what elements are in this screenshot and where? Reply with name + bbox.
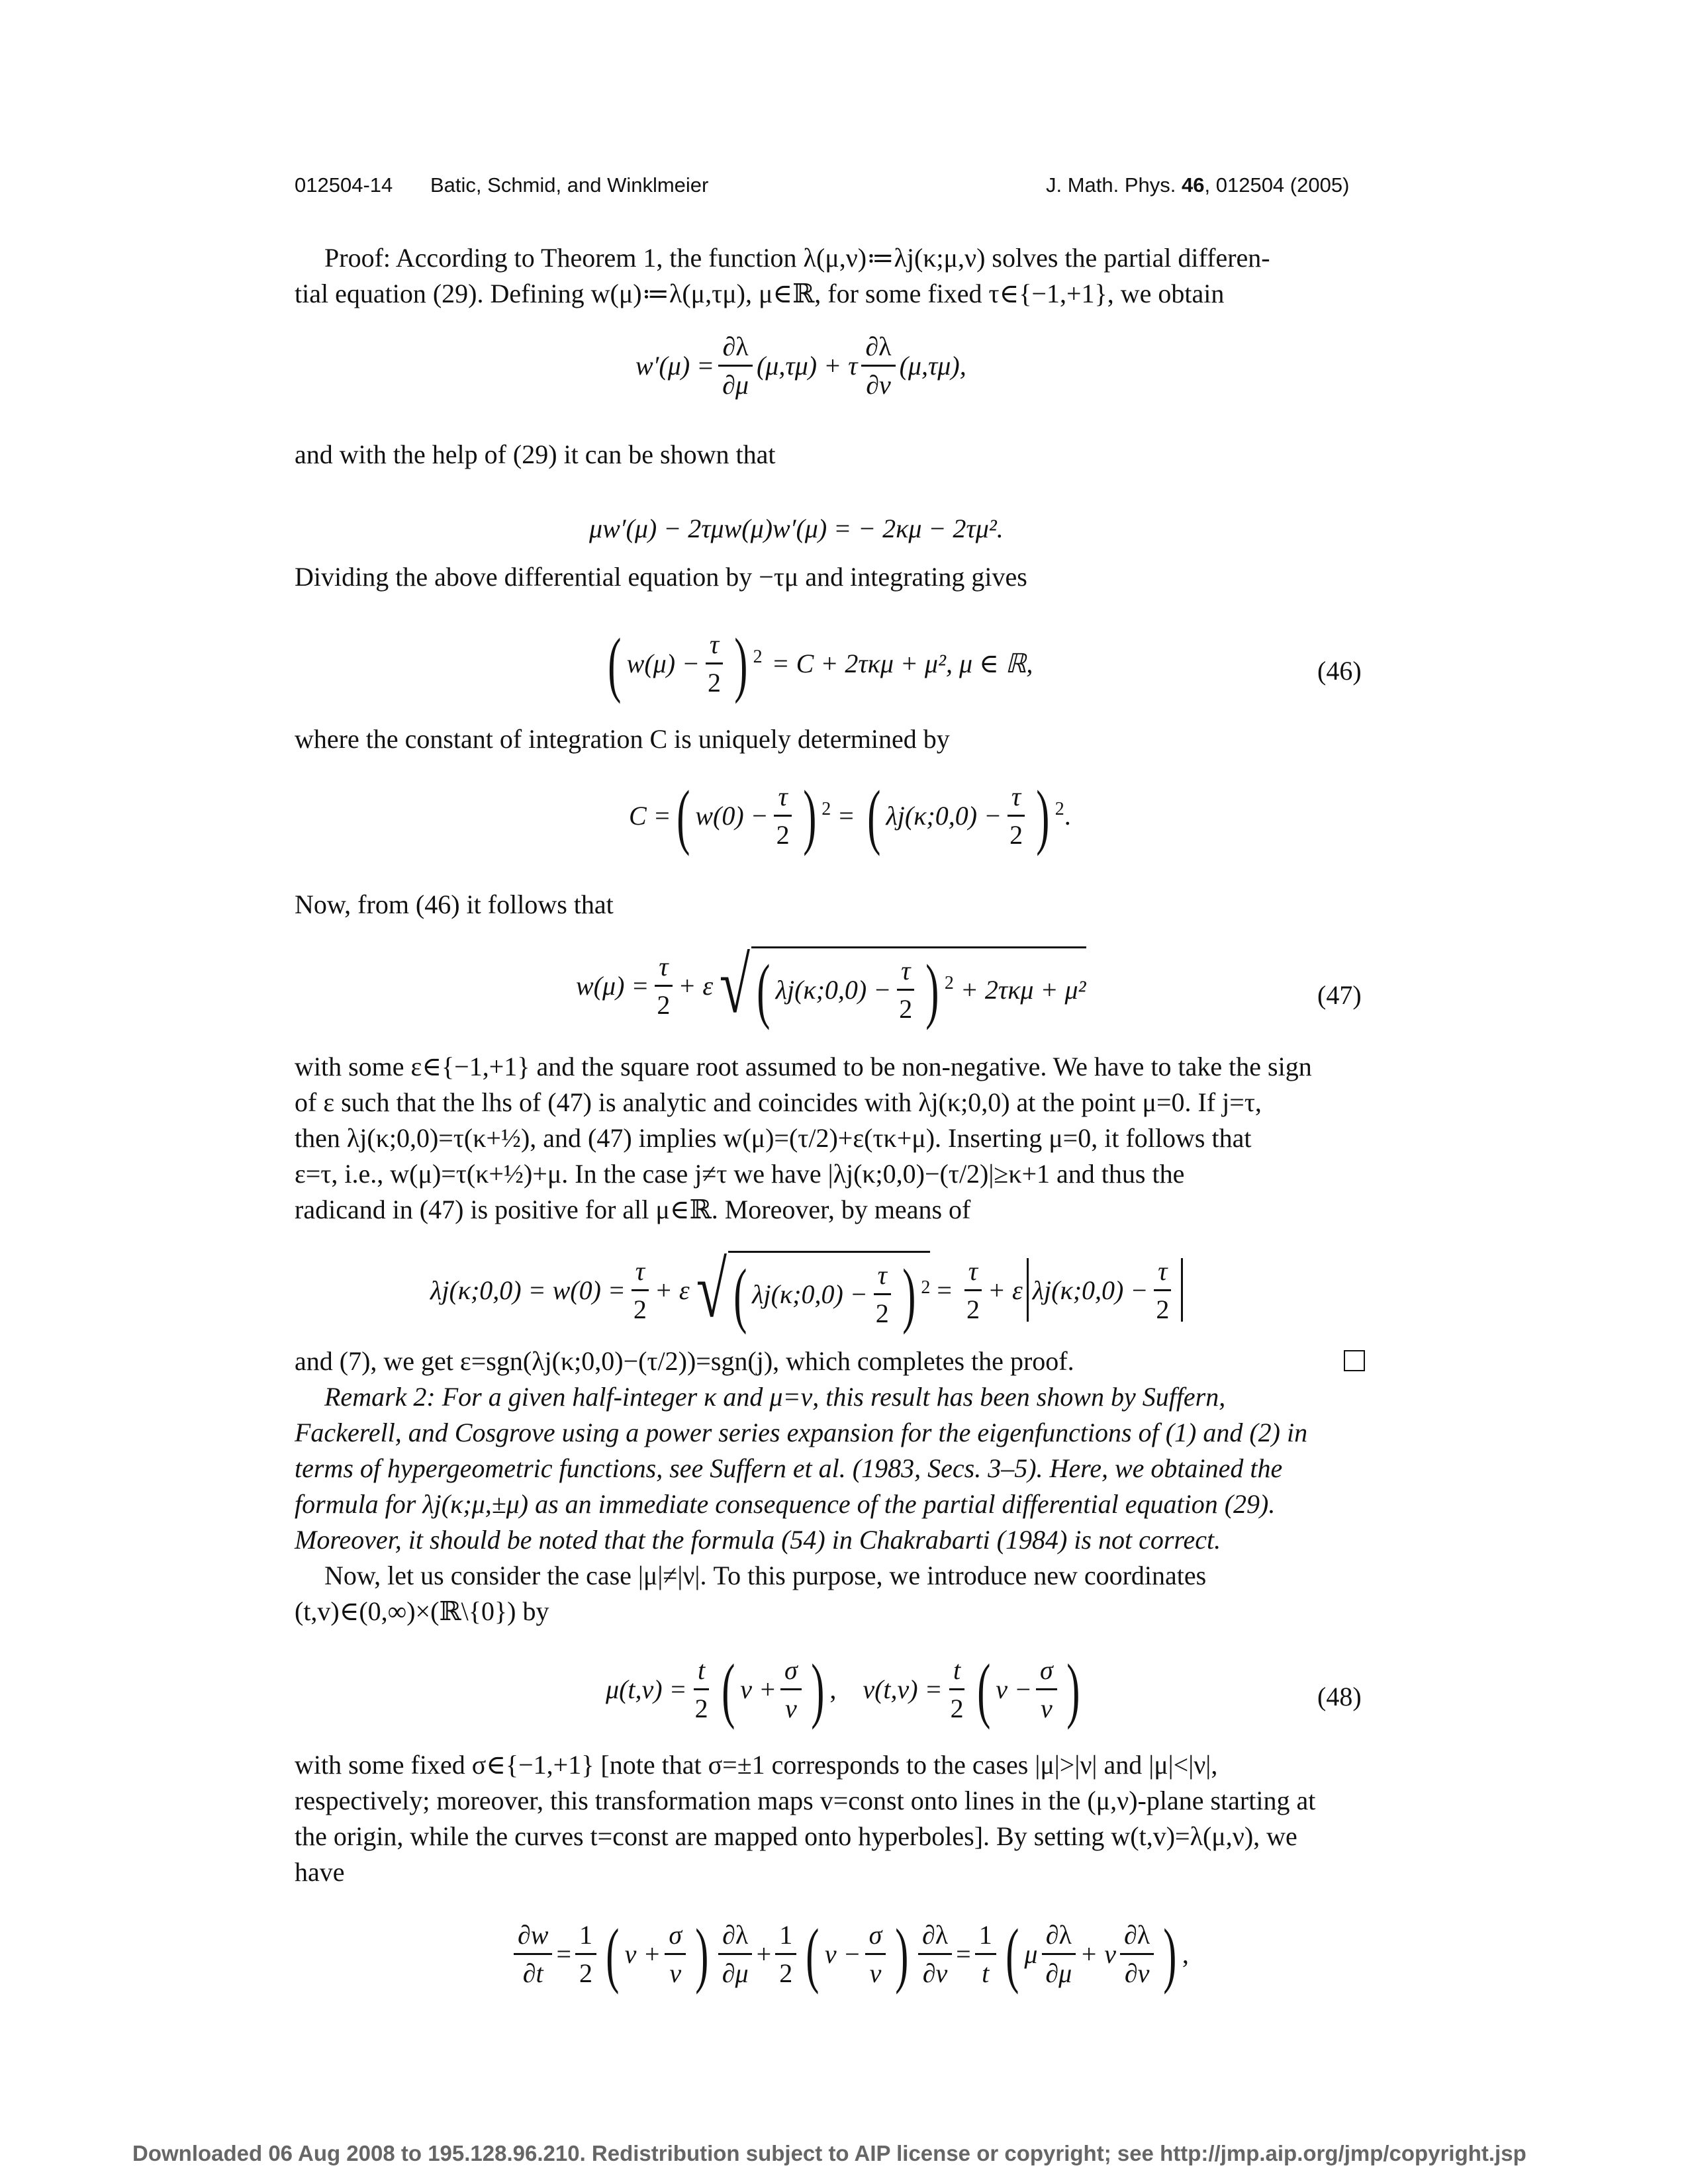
- paragraph-eps-line4: ε=τ, i.e., w(μ)=τ(κ+½)+μ. In the case j≠τ we have |λj(κ;0,0)−(τ/2)|≥κ+1 and thus the: [295, 1159, 1185, 1189]
- fraction-tau-2: [1006, 781, 1027, 850]
- numerator: τ: [655, 951, 672, 987]
- remark-line2: Fackerell, and Cosgrove using a power series expansion for the eigenfunctions of (1) and (2) in: [295, 1418, 1308, 1447]
- numerator: τ: [897, 955, 914, 991]
- download-footer: Downloaded 06 Aug 2008 to 195.128.96.210. Redistribution subject to AIP license or copyright; see http://jmp.aip.org/jmp/copyright.jsp: [132, 2141, 1526, 2165]
- eq47-lhs: w(μ) =: [576, 970, 649, 1001]
- numerator: t: [949, 1655, 964, 1690]
- eql-eps2: + ε: [987, 1275, 1023, 1305]
- eq-wprime-mid: (μ,τμ) + τ: [756, 351, 858, 381]
- equation-wprime: [635, 331, 966, 400]
- paren-close: ): [895, 1913, 909, 1995]
- paren-open: (: [721, 1649, 735, 1730]
- fraction-tau-2: [653, 951, 674, 1021]
- numerator: 1: [775, 1919, 796, 1955]
- paren-close: ): [802, 775, 817, 856]
- denominator: 2: [1156, 1294, 1170, 1324]
- paren-open: (: [606, 1913, 620, 1995]
- paren-close: ): [695, 1913, 709, 1995]
- numerator: t: [694, 1655, 709, 1690]
- paragraph-eps-line5: radicand in (47) is positive for all μ∈ℝ. Moreover, by means of: [295, 1195, 971, 1224]
- eql-eps: + ε: [654, 1275, 690, 1305]
- denominator: 2: [966, 1294, 980, 1324]
- paren-close: ): [1163, 1913, 1177, 1995]
- denominator: v: [1040, 1694, 1053, 1723]
- paragraph-proof-line2: tial equation (29). Defining w(μ)≔λ(μ,τμ), μ∈ℝ, for some fixed τ∈{−1,+1}, we obtain: [295, 279, 1225, 308]
- denominator: ∂ν: [1124, 1958, 1150, 1988]
- fraction-dlambda-dmu: [1041, 1919, 1076, 1989]
- numerator: τ: [874, 1259, 891, 1295]
- denominator: 2: [776, 820, 790, 850]
- numerator: σ: [665, 1919, 686, 1955]
- equation-46: [602, 623, 1033, 704]
- denominator: 2: [694, 1694, 708, 1723]
- paren-close: ): [810, 1649, 825, 1730]
- equation-number-47: (47): [1317, 980, 1362, 1010]
- abs-bar-right: [1181, 1258, 1183, 1322]
- paragraph-help29: and with the help of (29) it can be shown that: [295, 439, 776, 469]
- denominator: 2: [708, 668, 722, 698]
- denominator: ∂μ: [722, 1958, 749, 1988]
- journal-article: , 012504 (2005): [1204, 173, 1350, 197]
- eq48-vminus: v −: [996, 1674, 1032, 1704]
- exponent-2: 2: [1055, 798, 1064, 819]
- abs-bar-left: [1027, 1258, 1029, 1322]
- qed-square-icon: [1344, 1350, 1365, 1371]
- eql-lambda2: λj(κ;0,0) −: [1032, 1275, 1149, 1305]
- equation-dwdt: [510, 1913, 1189, 1995]
- radical-sign-icon: √: [696, 1246, 727, 1334]
- equation-number-48: (48): [1317, 1682, 1362, 1711]
- numerator: ∂λ: [861, 331, 895, 367]
- paragraph-sigma-line1: with some fixed σ∈{−1,+1} [note that σ=±1 corresponds to the cases |μ|>|ν| and |μ|<|ν|,: [295, 1750, 1218, 1780]
- v-plus: v +: [624, 1939, 661, 1969]
- fraction-1-t: [975, 1919, 996, 1989]
- remark-line4: formula for λj(κ;μ,±μ) as an immediate consequence of the partial differential equation (29).: [295, 1489, 1276, 1519]
- denominator: v: [669, 1958, 682, 1988]
- eq47-lambda: λj(κ;0,0) −: [775, 975, 892, 1005]
- denominator: ∂μ: [722, 370, 749, 400]
- paren-close: ): [925, 949, 939, 1030]
- paragraph-completes-proof: and (7), we get ε=sgn(λj(κ;0,0)−(τ/2))=sgn(j), which completes the proof.: [295, 1346, 1074, 1376]
- paragraph-case-line1: Now, let us consider the case |μ|≠|ν|. To this purpose, we introduce new coordinates: [324, 1561, 1207, 1590]
- paragraph-eps-line1: with some ε∈{−1,+1} and the square root assumed to be non-negative. We have to take the sign: [295, 1052, 1312, 1081]
- journal-volume: 46: [1182, 173, 1205, 197]
- paren-close: ): [734, 623, 748, 704]
- paragraph-now-from-46: Now, from (46) it follows that: [295, 889, 614, 919]
- paren-close: ): [1066, 1649, 1080, 1730]
- fraction-tau-2: [1152, 1255, 1173, 1325]
- fraction-tau-2: [962, 1255, 984, 1325]
- numerator: ∂λ: [1042, 1919, 1076, 1955]
- eql-lambda: λj(κ;0,0) −: [752, 1279, 868, 1309]
- eq48-nu: ν(t,v) =: [863, 1674, 943, 1704]
- equation-constant-c: C = ( w(0) − $\frac{\tau}{2}$ ) 2 = ( λj(κ;0,0) − $\frac{\tau}{2}$ ) 2 .: [629, 775, 1071, 856]
- denominator: 2: [657, 989, 671, 1020]
- numerator: ∂λ: [1120, 1919, 1154, 1955]
- exponent-2: 2: [753, 646, 763, 667]
- eq46-wmu: w(μ) −: [626, 649, 700, 678]
- fraction-tau-2: [773, 781, 794, 850]
- eql-equals: =: [937, 1275, 952, 1305]
- paragraph-sigma-line3: the origin, while the curves t=const are mapped onto hyperboles]. By setting w(t,v)=λ(μ,ν), we: [295, 1821, 1297, 1851]
- equals: =: [956, 1939, 971, 1969]
- eqc-w0: w(0) −: [695, 801, 769, 831]
- denominator: ∂ν: [922, 1958, 948, 1988]
- eq47-rest: + 2τκμ + μ²: [960, 975, 1086, 1005]
- eq46-rhs: = C + 2τκμ + μ², μ ∈ ℝ,: [771, 649, 1033, 678]
- eqc-lambda: λj(κ;0,0) −: [886, 801, 1002, 831]
- numerator: τ: [774, 781, 791, 817]
- remark-line5: Moreover, it should be noted that the formula (54) in Chakrabarti (1984) is not correct.: [295, 1525, 1221, 1555]
- fraction-tau-2: [895, 955, 916, 1024]
- numerator: 1: [575, 1919, 596, 1955]
- paren-open: (: [1005, 1913, 1019, 1995]
- eq48-mu: μ(t,v) =: [606, 1674, 687, 1704]
- comma: ,: [1182, 1939, 1189, 1969]
- paren-open: (: [806, 1913, 820, 1995]
- paren-close: ): [902, 1253, 916, 1335]
- denominator: 2: [899, 994, 913, 1024]
- numerator: σ: [780, 1655, 802, 1690]
- fraction-dlambda-dnu: [1120, 1919, 1154, 1989]
- denominator: t: [982, 1958, 990, 1988]
- denominator: 2: [950, 1694, 964, 1723]
- eq48-vplus: v +: [740, 1674, 776, 1704]
- exponent-2: 2: [821, 798, 831, 819]
- numerator: ∂λ: [718, 1919, 752, 1955]
- equation-47: [576, 941, 1086, 1030]
- fraction-1-2: [775, 1919, 796, 1989]
- fraction-sigma-v: [865, 1919, 886, 1989]
- square-root: [713, 941, 1086, 1030]
- equation-lambda-sign: [430, 1246, 1187, 1335]
- running-authors: Batic, Schmid, and Winklmeier: [430, 173, 709, 197]
- paragraph-eps-line3: then λj(κ;0,0)=τ(κ+½), and (47) implies w(μ)=(τ/2)+ε(τκ+μ). Inserting μ=0, it follows that: [295, 1123, 1252, 1153]
- mu: μ: [1024, 1939, 1038, 1969]
- fraction-t-2: [691, 1655, 712, 1724]
- numerator: τ: [964, 1255, 982, 1291]
- fraction-tau-2: [704, 629, 725, 698]
- denominator: 2: [1009, 820, 1023, 850]
- paragraph-dividing: Dividing the above differential equation by −τμ and integrating gives: [295, 562, 1027, 592]
- denominator: 2: [875, 1298, 889, 1328]
- paren-open: (: [608, 623, 622, 704]
- eql-lhs: λj(κ;0,0) = w(0) =: [430, 1275, 626, 1305]
- paren-close: ): [1036, 775, 1050, 856]
- denominator: ∂μ: [1045, 1958, 1072, 1988]
- numerator: σ: [1036, 1655, 1057, 1690]
- radical-sign-icon: √: [720, 941, 751, 1029]
- eq-wprime-lhs: w′(μ) =: [635, 351, 715, 381]
- paren-open: (: [867, 775, 881, 856]
- paragraph-sigma-line4: have: [295, 1857, 345, 1887]
- eq47-eps: + ε: [678, 970, 714, 1001]
- paren-open: (: [757, 949, 771, 1030]
- equals: =: [556, 1939, 572, 1969]
- fraction-dlambda-dmu: [718, 1919, 753, 1989]
- paragraph-constant: where the constant of integration C is uniquely determined by: [295, 724, 950, 754]
- denominator: v: [869, 1958, 882, 1988]
- eq-wprime-end: (μ,τμ),: [899, 351, 966, 381]
- paragraph-proof-line1: Proof: According to Theorem 1, the function λ(μ,ν)≔λj(κ;μ,ν) solves the partial differen-: [324, 243, 1270, 273]
- fraction-tau-2: [630, 1255, 651, 1325]
- fraction-sigma-v: [780, 1655, 802, 1724]
- numerator: τ: [632, 1255, 649, 1291]
- equation-number-46: (46): [1317, 656, 1362, 686]
- denominator: ∂t: [522, 1958, 543, 1988]
- fraction-dlambda-dnu: [861, 331, 895, 400]
- paren-open: (: [676, 775, 690, 856]
- journal-name: J. Math. Phys.: [1046, 173, 1182, 197]
- denominator: 2: [779, 1958, 793, 1988]
- numerator: ∂λ: [718, 331, 752, 367]
- fraction-sigma-v: [1036, 1655, 1057, 1724]
- exponent-2: 2: [944, 972, 954, 993]
- paren-open: (: [976, 1649, 991, 1730]
- fraction-dlambda-dmu: [718, 331, 753, 400]
- remark-line3: terms of hypergeometric functions, see Suffern et al. (1983, Secs. 3–5). Here, we obtained the: [295, 1453, 1283, 1483]
- denominator: 2: [579, 1958, 593, 1988]
- fraction-tau-2: [872, 1259, 893, 1329]
- equation-ode: μw′(μ) − 2τμw(μ)w′(μ) = − 2κμ − 2τμ².: [589, 514, 1004, 543]
- numerator: τ: [1008, 781, 1025, 817]
- numerator: τ: [706, 629, 723, 664]
- v-minus: v −: [824, 1939, 861, 1969]
- numerator: 1: [975, 1919, 996, 1955]
- numerator: τ: [1154, 1255, 1171, 1291]
- eqc-equals: =: [839, 801, 854, 831]
- eqc-lhs: C =: [629, 801, 671, 831]
- fraction-dlambda-dnu: [918, 1919, 952, 1989]
- fraction-sigma-v: [665, 1919, 686, 1989]
- remark-line1: Remark 2: For a given half-integer κ and μ=ν, this result has been shown by Suffern,: [324, 1382, 1226, 1412]
- denominator: 2: [633, 1294, 647, 1324]
- paragraph-sigma-line2: respectively; moreover, this transformation maps v=const onto lines in the (μ,ν)-plane starting at: [295, 1786, 1316, 1815]
- fraction-dw-dt: [514, 1919, 552, 1989]
- numerator: ∂λ: [918, 1919, 952, 1955]
- paren-open: (: [733, 1253, 747, 1335]
- denominator: ∂ν: [866, 370, 891, 400]
- numerator: ∂w: [514, 1919, 552, 1955]
- page-id: 012504-14: [295, 173, 393, 197]
- square-root: [690, 1246, 931, 1335]
- paragraph-case-line2: (t,v)∈(0,∞)×(ℝ\{0}) by: [295, 1596, 549, 1626]
- exponent-2: 2: [921, 1277, 931, 1298]
- plus-nu: + ν: [1080, 1939, 1116, 1969]
- paragraph-eps-line2: of ε such that the lhs of (47) is analytic and coincides with λj(κ;0,0) at the point μ=0. If j=τ,: [295, 1087, 1262, 1117]
- fraction-t-2: [947, 1655, 968, 1724]
- plus: +: [756, 1939, 772, 1969]
- fraction-1-2: [575, 1919, 596, 1989]
- denominator: v: [784, 1694, 797, 1723]
- journal-citation: [1046, 173, 1349, 197]
- equation-48: μ(t,v) = $\frac{t}{2}$ ( v + $\frac{\sigma}{v}$ ) , ν(t,v) = $\frac{t}{2}$ ( v − $\frac{\sigma}{v}$ ): [606, 1649, 1080, 1730]
- numerator: σ: [865, 1919, 886, 1955]
